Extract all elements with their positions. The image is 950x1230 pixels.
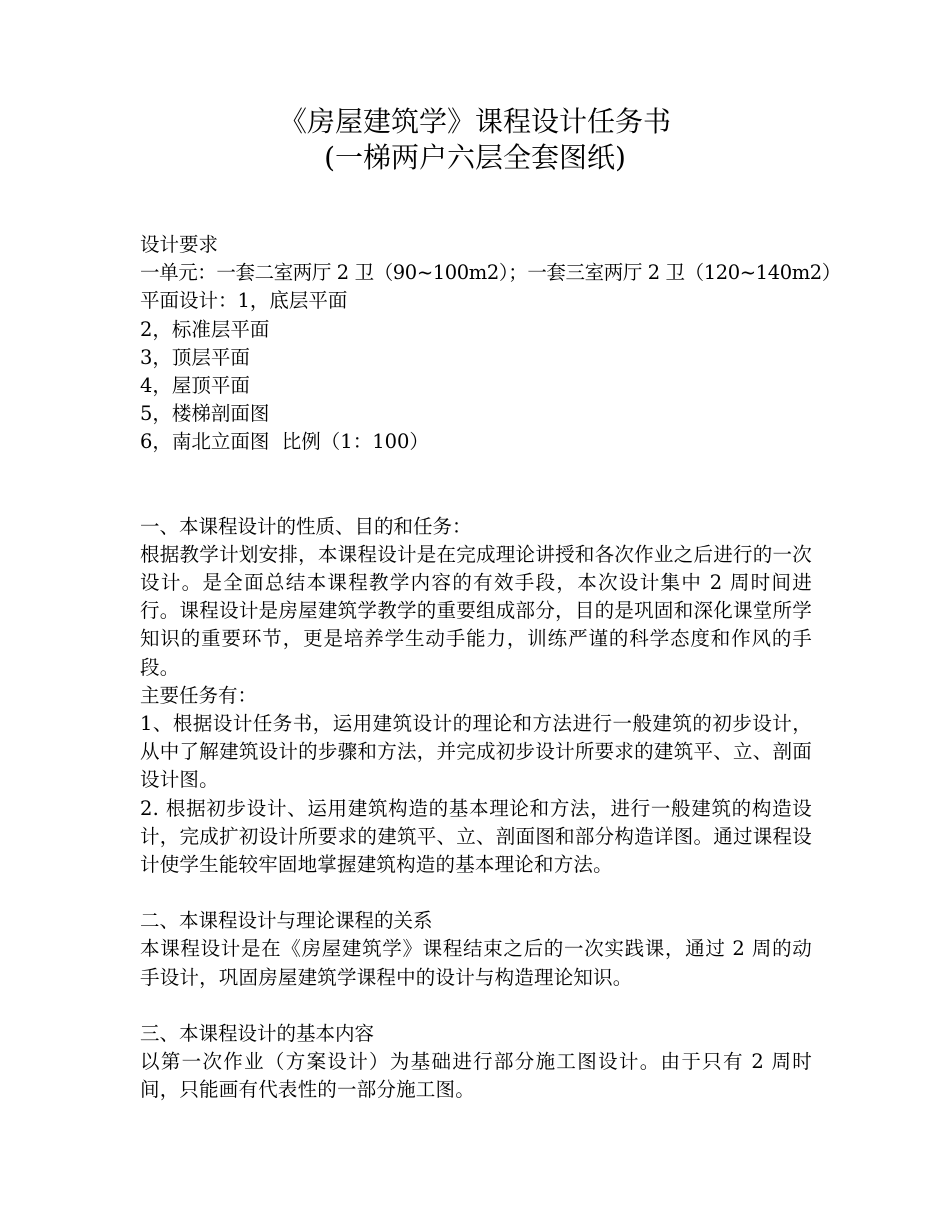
section-1-heading: 一、本课程设计的性质、目的和任务： [140,514,472,538]
spacer [140,879,812,907]
section-1-task-1: 1、根据设计任务书，运用建筑设计的理论和方法进行一般建筑的初步设计，从中了解建筑设计的步骤和方法，并完成初步设计所要求的建筑平、立、剖面设计图。 [140,712,812,792]
document-title: 《房屋建筑学》课程设计任务书 [278,105,671,138]
document-subtitle: (一梯两户六层全套图纸) [324,141,626,174]
title-block [0,104,950,176]
section-2-heading: 二、本课程设计与理论课程的关系 [140,909,433,933]
requirements-plan: 平面设计：1，底层平面 [140,289,348,313]
requirements-item: 2，标准层平面 [140,317,270,341]
section-3-body: 以第一次作业（方案设计）为基础进行部分施工图设计。由于只有 2 周时间，只能画有代表性的一部分施工图。 [140,1050,812,1102]
section-2-body: 本课程设计是在《房屋建筑学》课程结束之后的一次实践课，通过 2 周的动手设计，巩固房屋建筑学课程中的设计与构造理论知识。 [140,937,812,989]
section-1-tasks-heading: 主要任务有： [140,683,258,707]
requirements-item: 3，顶层平面 [140,345,250,369]
section-1-body: 根据教学计划安排，本课程设计是在完成理论讲授和各次作业之后进行的一次设计。是全面总结本课程教学内容的有效手段，本次设计集中 2 周时间进行。课程设计是房屋建筑学教学的重要组成部分，目的是巩固和深化课堂所学知识的重要环节，更是培养学生动手能力，训练严谨的科学态度和作风的手段。 [140,542,812,679]
spacer [140,992,812,1020]
requirements-item: 6，南北立面图 比例（1：100） [140,430,429,454]
section-1-task-2: 2. 根据初步设计、运用建筑构造的基本理论和方法，进行一般建筑的构造设计，完成扩初设计所要求的建筑平、立、剖面图和部分构造详图。通过课程设计使学生能较牢固地掌握建筑构造的基本理论和方法。 [140,796,812,877]
requirements-heading: 设计要求 [140,233,219,256]
spacer [140,457,812,513]
document-body [140,231,841,1104]
section-3-heading: 三、本课程设计的基本内容 [140,1021,375,1045]
requirements-item: 5，楼梯剖面图 [140,402,270,426]
requirements-unit: 一单元：一套二室两厅 2 卫（90~100m2）；一套三室两厅 2 卫（120~140m2） [140,261,841,285]
requirements-item: 4，屋顶平面 [140,374,250,398]
